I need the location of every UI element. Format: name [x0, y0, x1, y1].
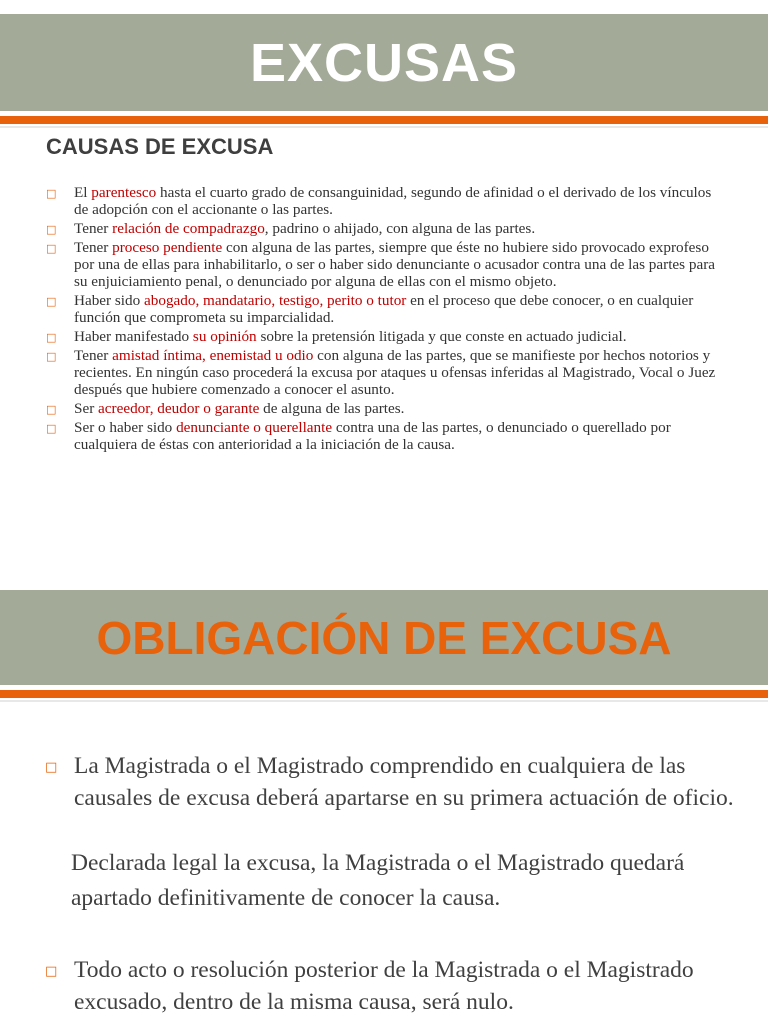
highlighted-term: parentesco	[91, 184, 157, 201]
square-bullet-icon: □	[46, 187, 57, 200]
divider	[0, 126, 768, 128]
list-item: □ Haber sido abogado, mandatario, testigo, perito o tutor en el proceso que debe conocer, o en cualquier función que comprometa su imparcialidad.	[46, 292, 694, 326]
square-bullet-icon: □	[46, 422, 57, 435]
paragraph: □ La Magistrada o el Magistrado comprendido en cualquiera de las causales de excusa deberá apartarse en su primera actuación de oficio.	[45, 753, 734, 811]
square-bullet-icon: □	[46, 223, 57, 236]
square-bullet-icon: □	[45, 964, 58, 979]
list-item: □ Haber manifestado su opinión sobre la pretensión litigada y que conste en actuado judicial.	[46, 328, 627, 345]
highlighted-term: amistad íntima, enemistad u odio	[112, 347, 314, 364]
slide-title: OBLIGACIÓN DE EXCUSA	[96, 611, 672, 664]
square-bullet-icon: □	[46, 403, 57, 416]
section-heading: CAUSAS DE EXCUSA	[46, 134, 274, 159]
list-item: □ El parentesco hasta el cuarto grado de consanguinidad, segundo de afinidad o el derivado de los vínculos de adopción con el accionante o las partes.	[46, 184, 712, 218]
divider	[0, 700, 768, 702]
square-bullet-icon: □	[46, 331, 57, 344]
square-bullet-icon: □	[46, 295, 57, 308]
highlighted-term: proceso pendiente	[112, 239, 223, 256]
highlighted-term: denunciante o querellante	[176, 419, 333, 436]
paragraph: □ Todo acto o resolución posterior de la Magistrada o el Magistrado excusado, dentro de la misma causa, será nulo.	[45, 957, 694, 1015]
highlighted-term: acreedor, deudor o garante	[98, 400, 260, 417]
title-banner	[0, 590, 768, 685]
highlighted-term: su opinión	[192, 328, 257, 345]
square-bullet-icon: □	[45, 760, 58, 775]
list-item: □ Tener amistad íntima, enemistad u odio con alguna de las partes, que se manifieste por hechos notorios y recientes. En ningún caso procederá la excusa por ataques u ofensas inferidas al Magistrado, Vocal o Juez después que hubiere comenzado a conocer el asunto.	[46, 347, 716, 398]
list-item: □ Ser o haber sido denunciante o querellante contra una de las partes, o denunciado o querellado por cualquiera de éstas con anterioridad a la iniciación de la causa.	[46, 419, 671, 453]
accent-rule	[0, 690, 768, 698]
title-banner	[0, 14, 768, 111]
list-item: □ Ser acreedor, deudor o garante de alguna de las partes.	[46, 400, 405, 417]
square-bullet-icon: □	[46, 350, 57, 363]
list-item: □ Tener relación de compadrazgo, padrino o ahijado, con alguna de las partes.	[46, 220, 536, 237]
list-item: □ Tener proceso pendiente con alguna de las partes, siempre que éste no hubiere sido provocado exprofeso por una de ellas para inhabilitarlo, o ser o haber sido denunciante o acusador contra una de las partes para su enjuiciamiento penal, o denunciado por alguna de ellas con el mismo objeto.	[46, 239, 715, 290]
highlighted-term: relación de compadrazgo	[112, 220, 265, 237]
highlighted-term: abogado, mandatario, testigo, perito o tutor	[144, 292, 407, 309]
slide-title: EXCUSAS	[249, 32, 519, 93]
square-bullet-icon: □	[46, 242, 57, 255]
causes-list	[46, 184, 726, 455]
accent-rule	[0, 116, 768, 124]
paragraph: Declarada legal la excusa, la Magistrada o el Magistrado quedará apartado definitivamente de conocer la causa.	[71, 850, 685, 911]
